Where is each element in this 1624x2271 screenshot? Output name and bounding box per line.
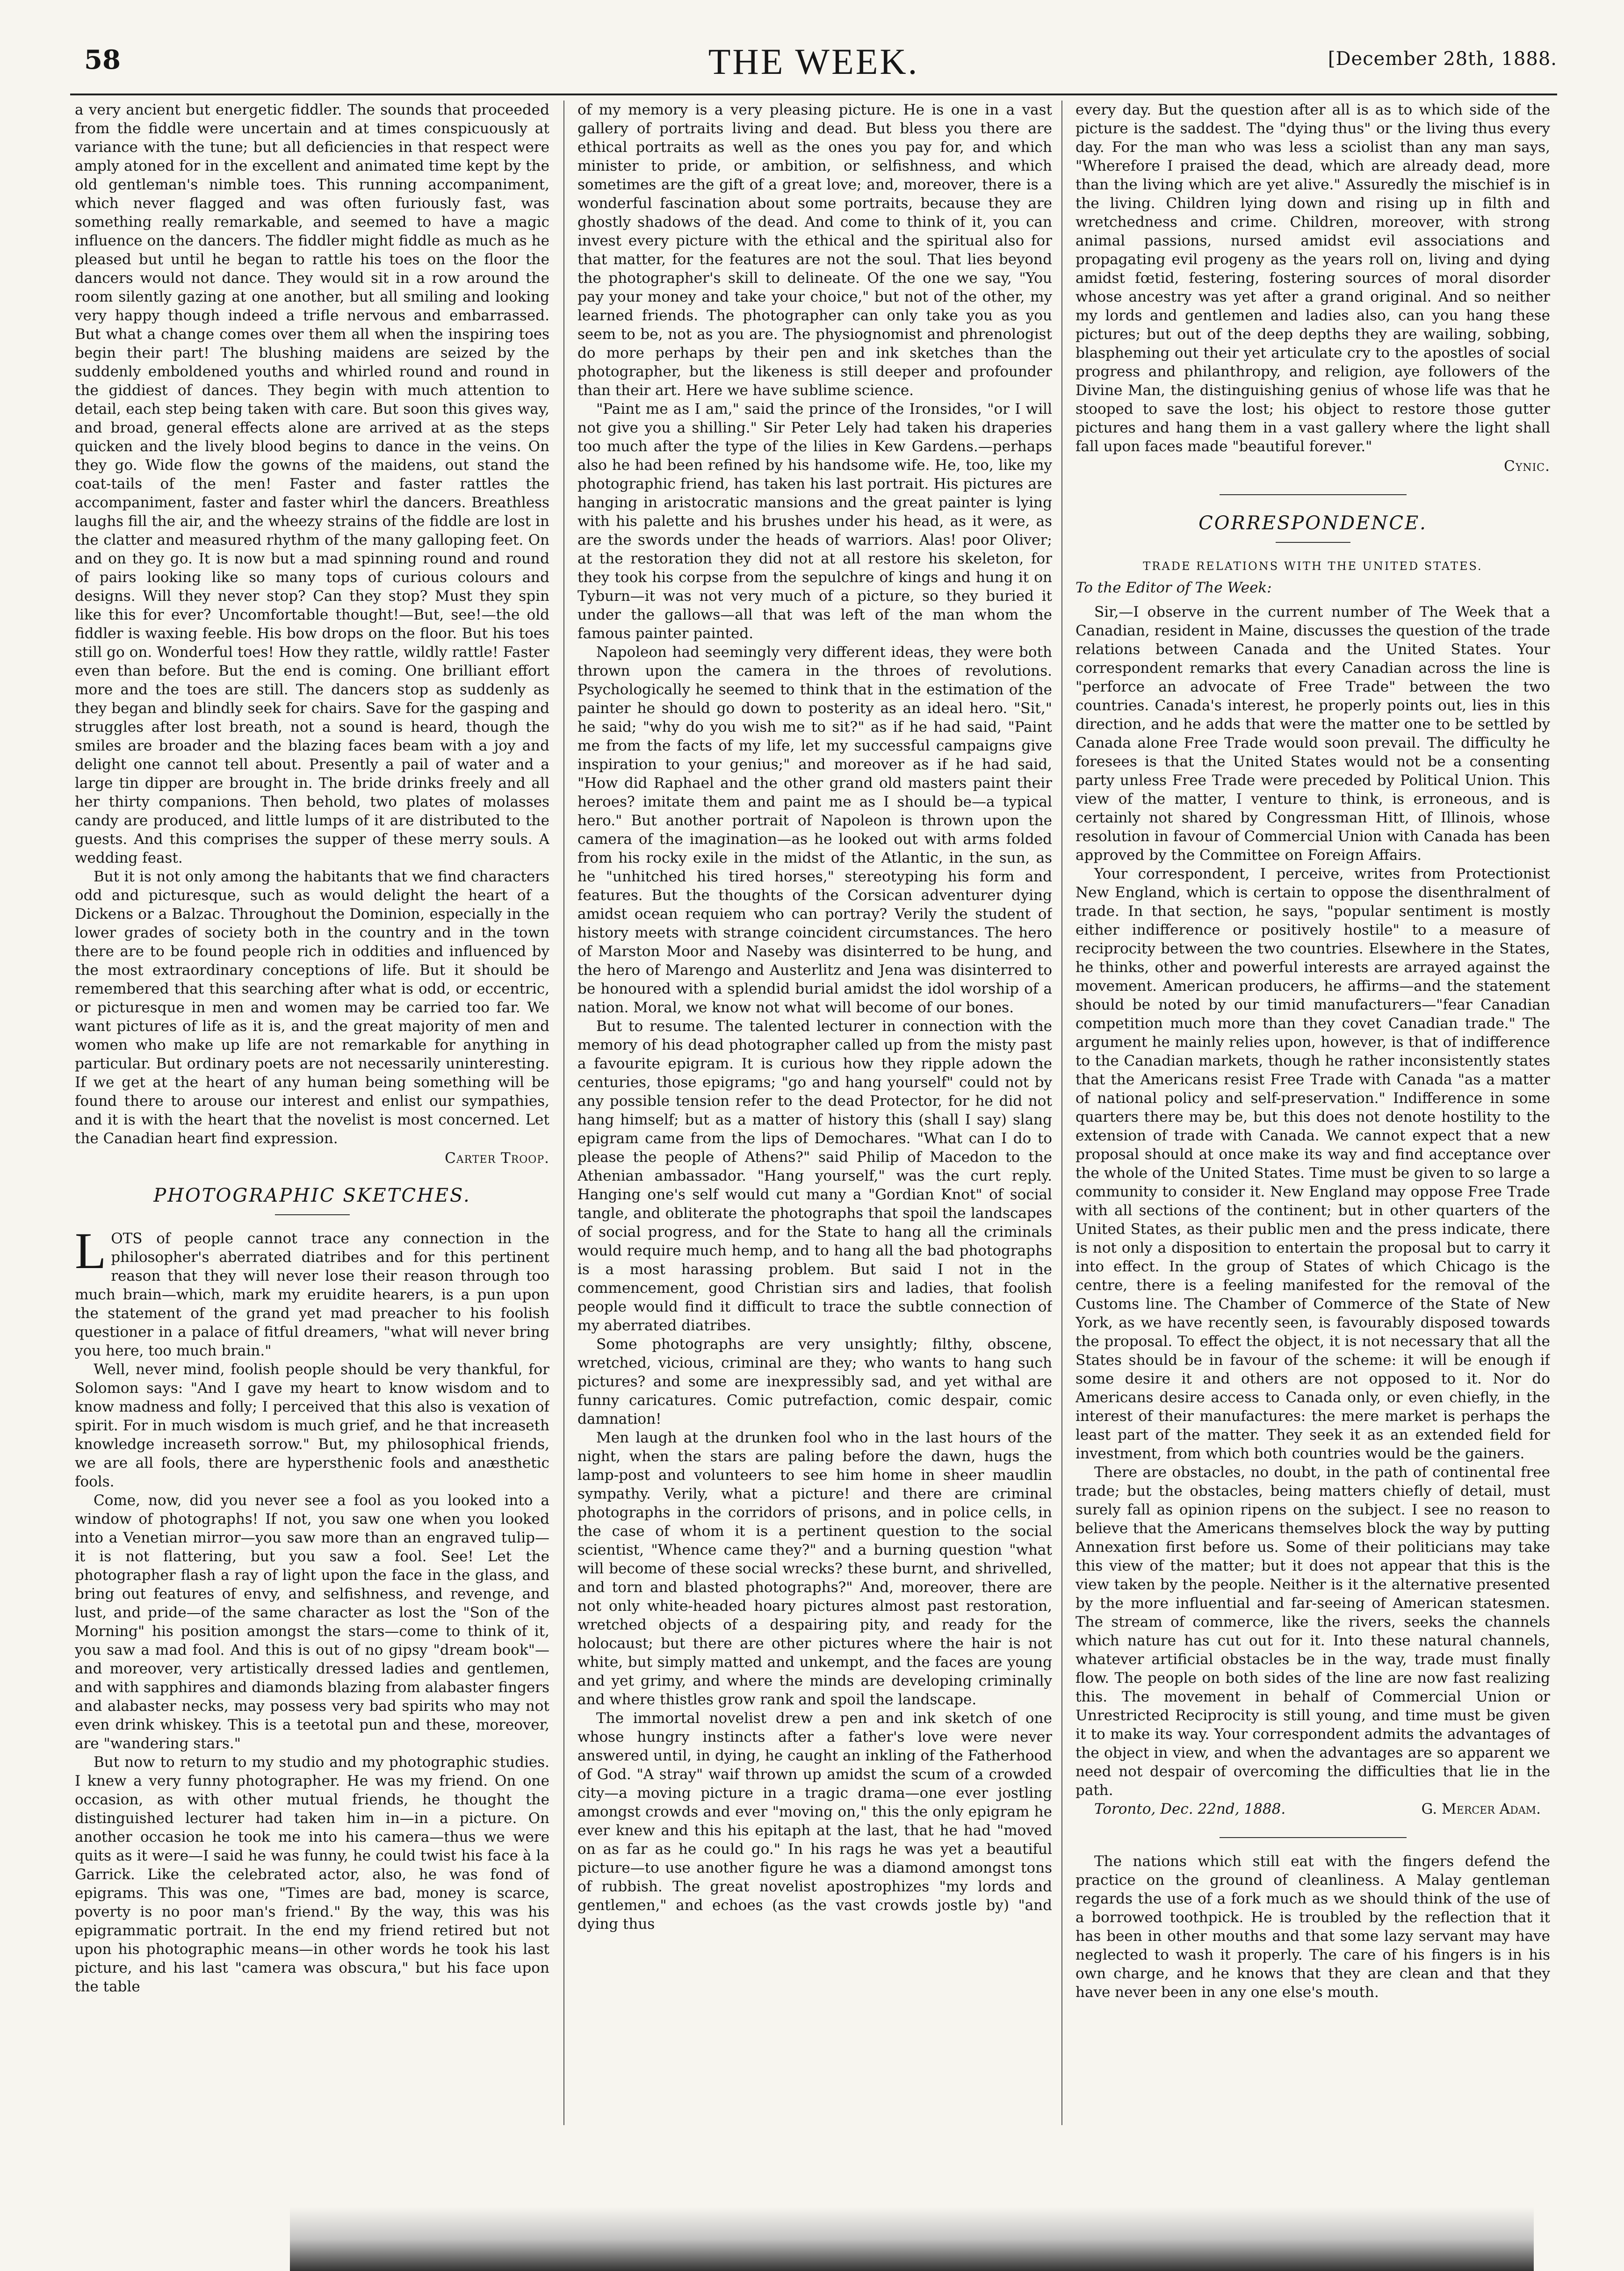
section-heading-photographic-sketches: PHOTOGRAPHIC SKETCHES. (153, 1185, 471, 1206)
paragraph: Napoleon had seemingly very different ideas, they were both thrown upon the camera in the throes of revolutions. Psychologically he seemed to think that in the estimation of the painter he should go down to posterity as an ideal hero. "Sit," he said; "why do you wish me to sit?" as if he had said, "Paint me from the facts of my life, let my successful campaigns give inspiration to your genius;" and moreover as if he had said, "How did Raphael and the other grand old masters paint their heroes? imitate them and paint me as I should be—a typical hero." But another portrait of Napoleon is thrown upon the camera of the imagination—as he looked out with arms folded from his rocky exile in the midst of the Atlantic, in the sun, as he "unhitched his tired horses," stereotyping his form and features. But the thoughts of the Corsican adventurer dying amidst ocean requiem who can portray? Verily the student of history meets with strange coincident circumstances. The hero of Marston Moor and Naseby was disinterred to be hung, and the hero of Marengo and Austerlitz and Jena was disinterred to be honoured with a splendid burial amidst the idol worship of a nation. Moral, we know not what will become of our bones. (577, 644, 1052, 1016)
paragraph: Sir,—I observe in the current number of The Week that a Canadian, resident in Maine, discusses the question of the trade relations between Canada and the United States. Your correspondent remarks that every Canadian across the line is "perforce an advocate of Free Trade" between the two countries. Canada's interest, he properly points out, lies in this direction, and he adds that were the matter one to be settled by Canada alone Free Trade would soon prevail. The difficulty he foresees is that the United States would not be a consenting party unless Free Trade were preceded by Political Union. This view of the matter, I venture to think, is erroneous, and is certainly not shared by Congressman Hitt, of Illinois, whose resolution in favour of Commercial Union with Canada has been approved by the Committee on Foreign Affairs. (1075, 604, 1550, 864)
section-rule (1220, 1837, 1407, 1838)
column-divider (563, 101, 564, 2125)
page-header (70, 41, 1557, 96)
heading-rule (1276, 542, 1350, 543)
scan-edge-artifact (290, 2207, 1534, 2271)
heading-rule (275, 1214, 350, 1215)
column-1 (75, 101, 549, 2130)
letter-dateline (1075, 1800, 1550, 1818)
paragraph: The nations which still eat with the fingers defend the practice on the ground of cleanliness. A Malay gentleman regards the use of a fork much as we should think of the use of a borrowed toothpick. He is troubled by the reflection that it has been in other mouths and that some lazy servant may have neglected to wash it properly. The care of his fingers is in his own charge, and he knows that they are clean and that they have never been in any one else's mouth. (1075, 1853, 1550, 2001)
drop-cap: L (75, 1222, 107, 1279)
issue-date: [December 28th, 1888. (1328, 48, 1557, 70)
paragraph: Come, now, did you never see a fool as you looked into a window of photographs! If not, you saw one when you looked into a Venetian mirror—you saw more than an engraved tulip—it is not flattering, but you saw a fool. See! Let the photographer flash a ray of light upon the face in the glass, and bring out features of envy, and selfishness, and revenge, and lust, and pride—of the same character as lost the "Son of the Morning" his position amongst the stars—come to think of it, you saw a mad fool. And this is out of no gipsy "dream book"—and moreover, very artistically dressed ladies and gentlemen, and with sapphires and diamonds blazing from alabaster fingers and alabaster necks, may possess very bad spirits who may not even drink whiskey. This is a teetotal pun and these, moreover, are "wandering stars." (75, 1492, 549, 1752)
paragraph: There are obstacles, no doubt, in the path of continental free trade; but the obstacles, being matters chiefly of detail, must surely fall as opinion ripens on the subject. I see no reason to believe that the Americans themselves block the way by putting Annexation first before us. Some of their politicians may take this view of the matter; but it does not appear that this is the view taken by the people. Neither is it the alternative presented by the more influential and far-seeing of American statesmen. The stream of commerce, like the rivers, seeks the channels which nature has cut out for it. Into these natural channels, whatever artificial obstacles be in the way, trade must finally flow. The people on both sides of the line are now fast realizing this. The movement in behalf of Commercial Union or Unrestricted Reciprocity is still young, and time must be given it to make its way. Your correspondent admits the advantages of the object in view, and when the advantages are so apparent we need not despair of overcoming the difficulties that lie in the path. (1075, 1464, 1550, 1799)
paragraph: a very ancient but energetic fiddler. The sounds that proceeded from the fiddle were uncertain and at times conspicuously at variance with the tune; but all deficiencies in that respect were amply atoned for in the excellent and animated time kept by the old gentleman's nimble toes. This running accompaniment, which never flagged and was often furiously fast, was something really remarkable, and seemed to have a magic influence on the dancers. The fiddler might fiddle as much as he pleased but until he began to rattle his toes on the floor the dancers would not dance. They would sit in a row around the room silently gazing at one another, but all smiling and looking very happy though indeed a trifle nervous and embarrassed. But what a change comes over them all when the inspiring toes begin their part! The blushing maidens are seized by the suddenly emboldened youths and whirled round and round in the giddiest of dances. They begin with much attention to detail, each step being taken with care. But soon this gives way, and broad, general effects alone are arrived at as the steps quicken and the lively blood begins to dance in the veins. On they go. Wide flow the gowns of the maidens, out stand the coat-tails of the men! Faster and faster rattles the accompaniment, faster and faster whirl the dancers. Breathless laughs fill the air, and the wheezy strains of the fiddle are lost in the clatter and measured rhythm of the many galloping feet. On and on they go. It is now but a mad spinning round and round of pairs looking like so many tops of curious colours and designs. Will they never stop? Can they stop? Must they spin like this for ever? Uncomfortable thought!—But, see!—the old fiddler is waxing feeble. His bow drops on the floor. But his toes still go on. Wonderful toes! How they rattle, wildly rattle! Faster even than before. But the end is coming. One brilliant effort more and the toes are still. The dancers stop as suddenly as they began and blindly seek for chairs. Save for the gasping and struggles after lost breath, not a sound is heard, though the smiles are broader and the blazing faces beam with a joy and delight one cannot tell about. Presently a pail of water and a large tin dipper are brought in. The bride drinks freely and all her thirty companions. Then behold, two plates of molasses candy are produced, and little lumps of it are distributed to the guests. And this comprises the supper of these merry souls. A wedding feast. (75, 101, 549, 866)
author-signature: Cynic. (1504, 458, 1550, 475)
journal-title: THE WEEK. (708, 41, 919, 82)
paragraph: every day. But the question after all is as to which side of the picture is the saddest. The "dying thus" or the living thus every day. For the man who was less a sciolist than any man says, "Wherefore I praised the dead, which are already dead, more than the living which are yet alive." Assuredly the mischief is in the living. Children lying down and rising up in filth and wretchedness and crime. Children, moreover, with strong animal passions, nursed amidst evil associations and propagating evil progeny as the years roll on, living and dying amidst fœtid, festering, fostering sources of moral disorder whose ancestry was yet after a grand original. And so neither my lords and gentlemen and ladies also, can you hang these pictures; but out of the deep depths they are wailing, sobbing, blaspheming out their yet articulate cry to the apostles of social progress and philanthropy, and religion, aye followers of the Divine Man, the distinguishing genius of whose life was that he stooped to save the lost; his object to restore those gutter pictures and hang them in a vast gallery where the light shall fall upon faces made "beautiful forever." (1075, 101, 1550, 455)
letter-address: To the Editor of The Week: (1075, 579, 1272, 596)
paragraph: "Paint me as I am," said the prince of the Ironsides, "or I will not give you a shilling." Sir Peter Lely had taken his draperies too much after the type of the lilies in Kew Gardens.—perhaps also he had been refined by his handsome wife. He, too, like my photographic friend, has taken his last portrait. His pictures are hanging in aristocratic mansions and the great painter is lying with his palette and his brushes under his head, as it were, as are the swords under the heads of warriors. Alas! poor Oliver; at the restoration they did not at all restore his skeleton, for they took his corpse from the sepulchre of kings and hung it on Tyburn—it was not very much of a picture, so they buried it under the gallows—all that was left of the man whom the famous painter painted. (577, 401, 1052, 642)
paragraph: Well, never mind, foolish people should be very thankful, for Solomon says: "And I gave my heart to know wisdom and to know madness and folly; I perceived that this also is vexation of spirit. For in much wisdom is much grief, and he that increaseth knowledge increaseth sorrow." But, my philosophical friends, we are all fools, there are hypersthenic fools and anæsthetic fools. (75, 1361, 549, 1490)
section-rule (1220, 494, 1407, 495)
paragraph: But now to return to my studio and my photographic studies. I knew a very funny photographer. He was my friend. On one occasion, as with other mutual friends, he thought the distinguished lecturer had taken him in—in a picture. On another occasion he took me into his camera—thus we were quits as it were—I said he was funny, he could twist his face à la Garrick. Like the celebrated actor, also, he was fond of epigrams. This was one, "Times are bad, money is scarce, poverty is no poor man's friend." By the way, this was his epigrammatic portrait. In the end my friend retired but not upon his photographic means—in other words he took his last picture, and his last "camera was obscura," but his face upon the table (75, 1754, 549, 1995)
paragraph: But to resume. The talented lecturer in connection with the memory of his dead photographer called up from the misty past a favourite epigram. It is curious how they ripple adown the centuries, those epigrams; "go and hang yourself" could not by any possible tension refer to the dead Protector, for he did not hang himself; but as a matter of history this (shall I say) slang epigram came from the lips of Demochares. "What can I do to please the people of Athens?" said Philip of Macedon to the Athenian ambassador. "Hang yourself," was the curt reply. Hanging one's self would cut many a "Gordian Knot" of social tangle, and obliterate the photographs that spoil the landscapes of social progress, and for the State to hang all the criminals would require much hemp, and to hang all the bad photographs is a most harassing problem. But said I not in the commencement, good Christian sirs and ladies, that foolish people would find it difficult to trace the subtle connection of my aberrated diatribes. (577, 1018, 1052, 1334)
column-3 (1075, 101, 1550, 2130)
dateline-place: Toronto, Dec. 22nd, 1888. (1094, 1801, 1286, 1817)
section-heading-correspondence: CORRESPONDENCE. (1198, 512, 1427, 534)
dateline-author: G. Mercer Adam. (1421, 1801, 1541, 1817)
column-divider (1061, 101, 1062, 2125)
letter-subheading: TRADE RELATIONS WITH THE UNITED STATES. (1143, 560, 1483, 573)
header-rule (70, 94, 1557, 95)
page-number: 58 (84, 44, 121, 75)
paragraph: The immortal novelist drew a pen and ink sketch of one whose hungry instincts after a father's love were never answered until, in dying, he caught an inkling of the Fatherhood of God. "A stray" waif thrown up amidst the scum of a crowded city—a moving picture in a tragic drama—one ever jostling amongst crowds and ever "moving on," this the only epigram he ever knew and this his epitaph at the last, that he had "moved on as far as he could go." In his rags he was yet a beautiful picture—to use another figure he was a diamond amongst tons of rubbish. The great novelist apostrophizes "my lords and gentlemen," and echoes (as the vast crowds jostle by) "and dying thus (577, 1710, 1052, 1932)
paragraph: Your correspondent, I perceive, writes from Protectionist New England, which is certain to oppose the disenthralment of trade. In that section, he says, "popular sentiment is mostly either indifference or positively hostile" to a measure of reciprocity between the two countries. Elsewhere in the States, he thinks, other and powerful interests are arrayed against the movement. American producers, he affirms—and the statement should be noted by our timid manufacturers—"fear Canadian competition much more than they covet Canadian trade." The argument he mainly relies upon, however, is that of indifference to the Canadian markets, though he rather inconsistently states that the Americans resist Free Trade with Canada "as a matter of national policy and self-preservation." Indifference in some quarters there may be, but this does not denote hostility to the extension of trade with Canada. We cannot expect that a new proposal should at once make its way and find acceptance over the whole of the United States. Time must be given to so large a community to consider it. New England may oppose Free Trade with all sections of the continent; but in other quarters of the United States, as their public men and the press indicate, there is not only a disposition to entertain the proposal but to carry it into effect. In the group of States of which Chicago is the centre, there is a feeling manifested for the removal of the Customs line. The Chamber of Commerce of the State of New York, as we have recently seen, is favourably disposed towards the proposal. To effect the object, it is not necessary that all the States should be in favour of the scheme: it will be enough if some desire it and others are not opposed to it. Nor do Americans desire access to Canada only, or even chiefly, in the interest of their manufactures: the mere market is perhaps the least part of the matter. They seek it as an extended field for investment, from which both countries would be the gainers. (1075, 865, 1550, 1462)
paragraph: Some photographs are very unsightly; filthy, obscene, wretched, vicious, criminal are they; who wants to hang such pictures? and some are inexpressibly sad, and yet withal are funny caricatures. Comic putrefaction, comic despair, comic damnation! (577, 1336, 1052, 1427)
column-2 (577, 101, 1052, 2130)
paragraph: Men laugh at the drunken fool who in the last hours of the night, when the stars are paling before the dawn, hugs the lamp-post and volunteers to see him home in sheer maudlin sympathy. Verily, what a picture! and there are criminal photographs in the corridors of prisons, and in police cells, in the case of whom it is a pertinent question to the social scientist, "Whence came they?" and a burning question "what will become of these social wrecks? these burnt, and shrivelled, and torn and blasted photographs?" And, moreover, there are not only white-headed hoary pictures almost past restoration, wretched objects of a despairing pity, and ready for the holocaust; but there are other pictures where the hair is not white, but simply matted and unkempt, and the faces are young and yet grimy, and where the minds are developing criminally and where thistles grow rank and spoil the landscape. (577, 1429, 1052, 1708)
paragraph: of my memory is a very pleasing picture. He is one in a vast gallery of portraits living and dead. But bless you there are ethical portraits as well as the ones you pay for, and which minister to pride, or ambition, or selfishness, and which sometimes are the gift of a great love; and, moreover, there is a wonderful fascination about some portraits, because they are ghostly shadows of the dead. And come to think of it, you can invest every picture with the ethical and the spiritual also for that matter, for the features are not the soul. That lies beyond the photographer's skill to delineate. Of the one we say, "You pay your money and take your choice," but not of the other, my learned friends. The photographer can only take you as you seem to be, not as you are. The physiognomist and phrenologist do more perhaps by their pen and ink sketches than the photographer, but the likeness is still deeper and profounder than their art. Here we have sublime science. (577, 101, 1052, 399)
paragraph-text: OTS of people cannot trace any connection in the philosopher's aberrated diatribes and for this pertinent reason that they will never lose their reason through too much brain—which, mark my eruidite hearers, is a pun upon the statement of the grand yet mad preacher to his foolish questioner in a palace of fitful dreamers, "what will never bring you here, too much brain." (75, 1230, 549, 1359)
author-signature: Carter Troop. (445, 1150, 549, 1167)
paragraph (75, 1222, 549, 1360)
paragraph: But it is not only among the habitants that we find characters odd and picturesque, such as would delight the heart of a Dickens or a Balzac. Throughout the Dominion, especially in the lower grades of society both in the country and in the town there are to be found people rich in oddities and influenced by the most extraordinary conceptions of life. But it should be remembered that this searching after what is odd, or eccentric, or picturesque in men and women may be carried too far. We want pictures of life as it is, and the great majority of men and women who make up life are not remarkable for anything in particular. But ordinary poets are not necessarily uninteresting. If we get at the heart of any human being something will be found there to arouse our interest and enlist our sympathies, and it is with the heart that the novelist is most concerned. Let the Canadian heart find expression. (75, 868, 549, 1147)
